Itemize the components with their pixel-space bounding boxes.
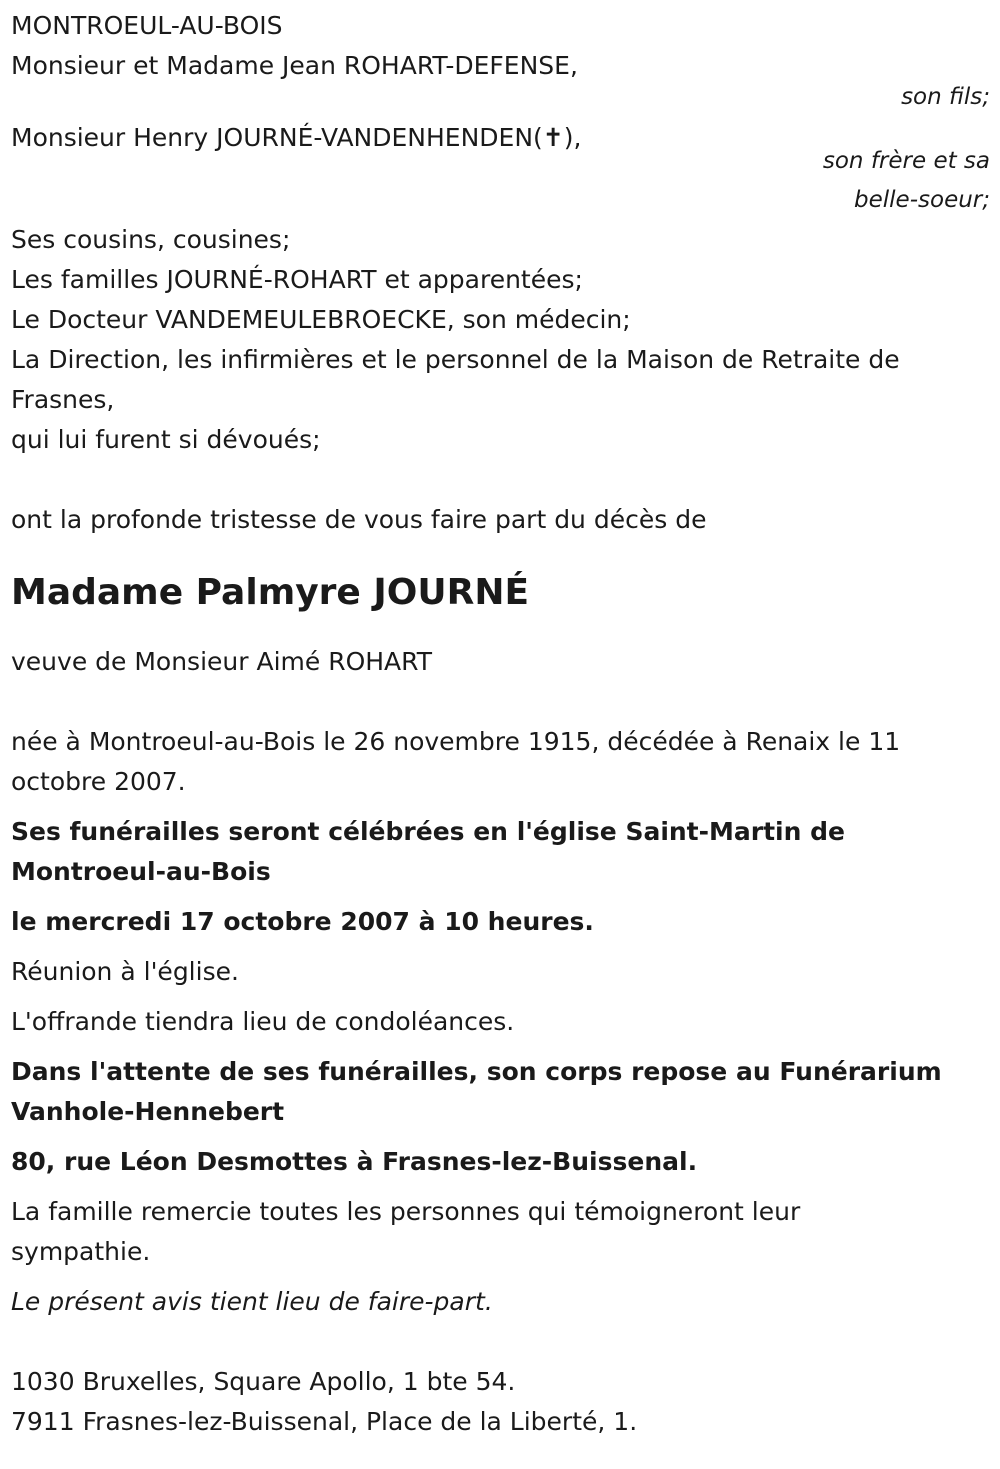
address-list (11, 1362, 990, 1442)
address-line: 1030 Bruxelles, Square Apollo, 1 bte 54. (11, 1367, 516, 1396)
family-line: La Direction, les infirmières et le personnel de la Maison de Retraite de Frasnes, (11, 345, 900, 414)
family-list (11, 220, 990, 460)
son-family-line: Monsieur et Madame Jean ROHART-DEFENSE, (11, 51, 578, 80)
announcement-text: ont la profonde tristesse de vous faire part du décès de (11, 505, 707, 534)
thanks-text: La famille remercie toutes les personnes qui témoigneront leur sympathie. (11, 1197, 801, 1266)
brother-family-line: Monsieur Henry JOURNÉ-VANDENHENDEN(✝), (11, 123, 582, 152)
address-line: 7911 Frasnes-lez-Buissenal, Place de la Liberté, 1. (11, 1407, 638, 1436)
funerarium-address: 80, rue Léon Desmottes à Frasnes-lez-Buissenal. (11, 1147, 698, 1176)
birth-death-text: née à Montroeul-au-Bois le 26 novembre 1915, décédée à Renaix le 11 octobre 2007. (11, 727, 901, 796)
meeting-text: Réunion à l'église. (11, 957, 239, 986)
funeral-date-text: le mercredi 17 octobre 2007 à 10 heures. (11, 907, 594, 936)
family-line: qui lui furent si dévoués; (11, 425, 321, 454)
brother-relation-label-2: belle-soeur; (854, 187, 990, 213)
widow-of-text: veuve de Monsieur Aimé ROHART (11, 647, 432, 676)
deceased-name: Madame Palmyre JOURNÉ (11, 572, 530, 613)
location-heading: MONTROEUL-AU-BOIS (11, 11, 283, 40)
brother-relation-label-1: son frère et sa (822, 148, 990, 174)
notice-text: Le présent avis tient lieu de faire-part. (11, 1287, 493, 1316)
family-line: Les familles JOURNÉ-ROHART et apparentées; (11, 265, 583, 294)
son-relation-label: son fils; (901, 84, 990, 110)
family-line: Ses cousins, cousines; (11, 225, 291, 254)
funeral-church-text: Ses funérailles seront célébrées en l'église Saint-Martin de Montroeul-au-Bois (11, 817, 845, 886)
offering-text: L'offrande tiendra lieu de condoléances. (11, 1007, 515, 1036)
family-line: Le Docteur VANDEMEULEBROECKE, son médecin; (11, 305, 631, 334)
funerarium-text: Dans l'attente de ses funérailles, son corps repose au Funérarium Vanhole-Hennebert (11, 1057, 942, 1126)
